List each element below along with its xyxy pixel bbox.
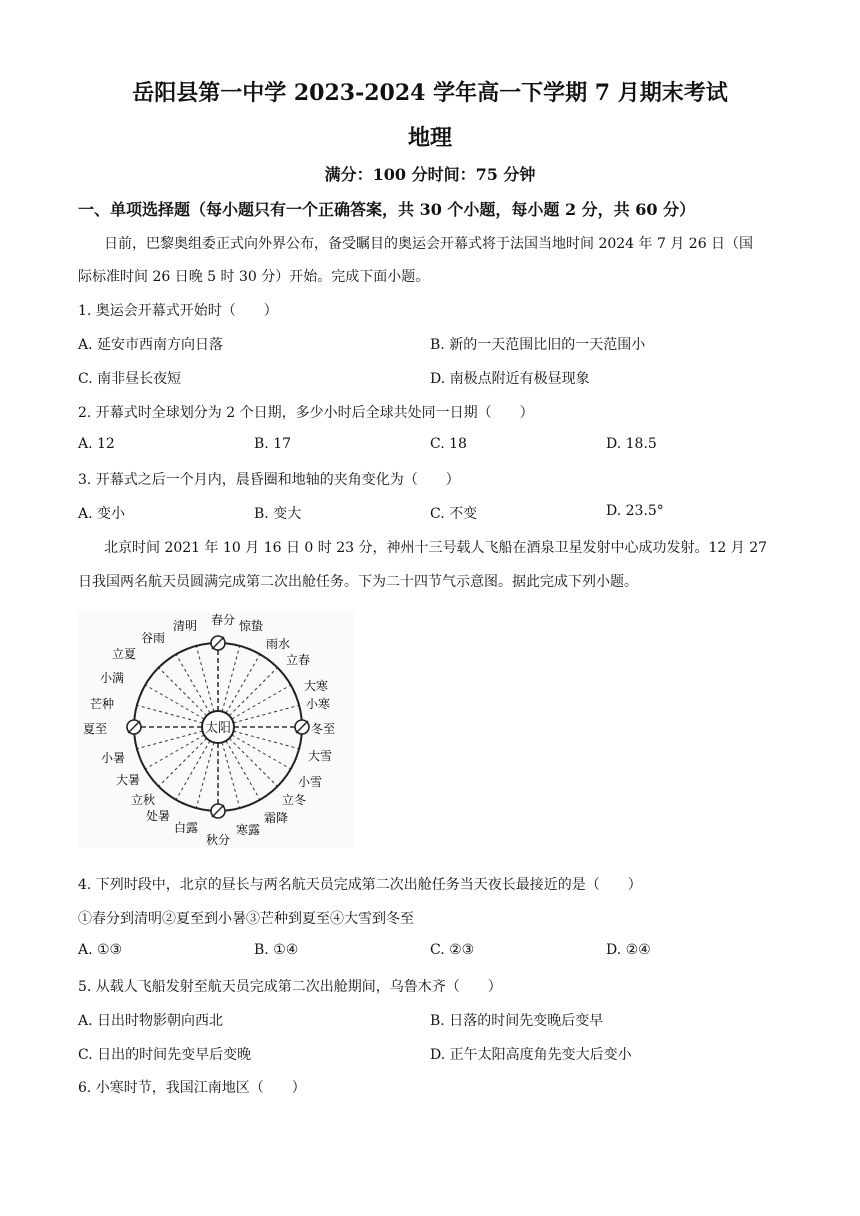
exam-title: 岳阳县第一中学 2023-2024 学年高一下学期 7 月期末考试 (132, 80, 728, 106)
question-4-choices: ①春分到清明②夏至到小暑③芒种到夏至④大雪到冬至 (78, 911, 414, 927)
q4-option-a: A. ①③ (78, 942, 123, 958)
q2-option-a: A. 12 (78, 436, 115, 452)
q4-option-b: B. ①④ (254, 942, 299, 958)
term-qiufen: 秋分 (205, 833, 231, 847)
term-liqiu: 立秋 (130, 793, 156, 807)
question-1-stem: 1. 奥运会开幕式开始时（ ） (78, 303, 278, 319)
q1-option-a: A. 延安市西南方向日落 (78, 337, 224, 353)
q3-option-d: D. 23.5° (606, 503, 664, 519)
term-qingming: 清明 (172, 619, 198, 633)
term-xiaoman: 小满 (99, 671, 125, 685)
solar-terms-diagram (78, 612, 354, 848)
term-xiazhi: 夏至 (82, 722, 108, 736)
question-2-stem: 2. 开幕式时全球划分为 2 个日期，多少小时后全球共处同一日期（ ） (78, 405, 534, 421)
passage-1-line-2: 际标准时间 26 日晚 5 时 30 分）开始。完成下面小题。 (78, 269, 430, 285)
term-bailu: 白露 (173, 821, 199, 835)
q1-option-b: B. 新的一天范围比旧的一天范围小 (430, 337, 646, 353)
term-chushu: 处暑 (145, 809, 171, 823)
term-guyu: 谷雨 (140, 631, 166, 645)
question-5-stem: 5. 从载人飞船发射至航天员完成第二次出舱期间，乌鲁木齐（ ） (78, 979, 502, 995)
term-xiaohan: 小寒 (305, 697, 331, 711)
passage-2-line-2: 日我国两名航天员圆满完成第二次出舱任务。下为二十四节气示意图。据此完成下列小题。 (78, 574, 638, 590)
q5-option-a: A. 日出时物影朝向西北 (78, 1013, 224, 1029)
term-hanlu: 寒露 (235, 823, 261, 837)
q1-option-d: D. 南极点附近有极昼现象 (430, 371, 590, 387)
q4-option-c: C. ②③ (430, 942, 475, 958)
q5-option-d: D. 正午太阳高度角先变大后变小 (430, 1047, 632, 1063)
score-time-info: 满分：100 分时间：75 分钟 (324, 165, 536, 184)
q3-option-a: A. 变小 (78, 506, 126, 522)
term-lidong: 立冬 (281, 793, 307, 807)
term-jingzhe: 惊蛰 (238, 619, 264, 633)
term-xiaoshu: 小暑 (100, 751, 126, 765)
section-heading: 一、单项选择题（每小题只有一个正确答案，共 30 个小题，每小题 2 分，共 60 分） (78, 200, 696, 219)
term-mangzhong: 芒种 (89, 697, 115, 711)
term-lixia: 立夏 (111, 647, 137, 661)
term-daxue: 大雪 (307, 749, 333, 763)
question-6-stem: 6. 小寒时节，我国江南地区（ ） (78, 1080, 306, 1096)
q2-option-b: B. 17 (254, 436, 292, 452)
term-dahan: 大寒 (303, 679, 329, 693)
subject-title: 地理 (407, 125, 452, 151)
sun-label: 太阳 (204, 721, 232, 736)
q2-option-c: C. 18 (430, 436, 467, 452)
term-shuangjiang: 霜降 (263, 811, 289, 825)
q3-option-c: C. 不变 (430, 506, 478, 522)
term-dongzhi: 冬至 (310, 722, 336, 736)
term-lichun: 立春 (285, 653, 311, 667)
question-4-stem: 4. 下列时段中，北京的昼长与两名航天员完成第二次出舱任务当天夜长最接近的是（ ） (78, 877, 642, 893)
q3-option-b: B. 变大 (254, 506, 302, 522)
term-yushui: 雨水 (265, 637, 291, 651)
q4-option-d: D. ②④ (606, 942, 651, 958)
passage-1-line-1: 日前，巴黎奥组委正式向外界公布，备受瞩目的奥运会开幕式将于法国当地时间 2024 年 7 月 26 日（国 (104, 236, 754, 252)
term-chunfen: 春分 (210, 613, 236, 627)
term-xiaoxue: 小雪 (297, 775, 323, 789)
term-dashu: 大暑 (115, 773, 141, 787)
q2-option-d: D. 18.5 (606, 436, 657, 452)
passage-2-line-1: 北京时间 2021 年 10 月 16 日 0 时 23 分，神州十三号载人飞船在酒泉卫星发射中心成功发射。12 月 27 (104, 540, 768, 556)
q1-option-c: C. 南非昼长夜短 (78, 371, 182, 387)
q5-option-c: C. 日出的时间先变早后变晚 (78, 1047, 252, 1063)
question-3-stem: 3. 开幕式之后一个月内，晨昏圈和地轴的夹角变化为（ ） (78, 472, 460, 488)
q5-option-b: B. 日落的时间先变晚后变早 (430, 1013, 604, 1029)
